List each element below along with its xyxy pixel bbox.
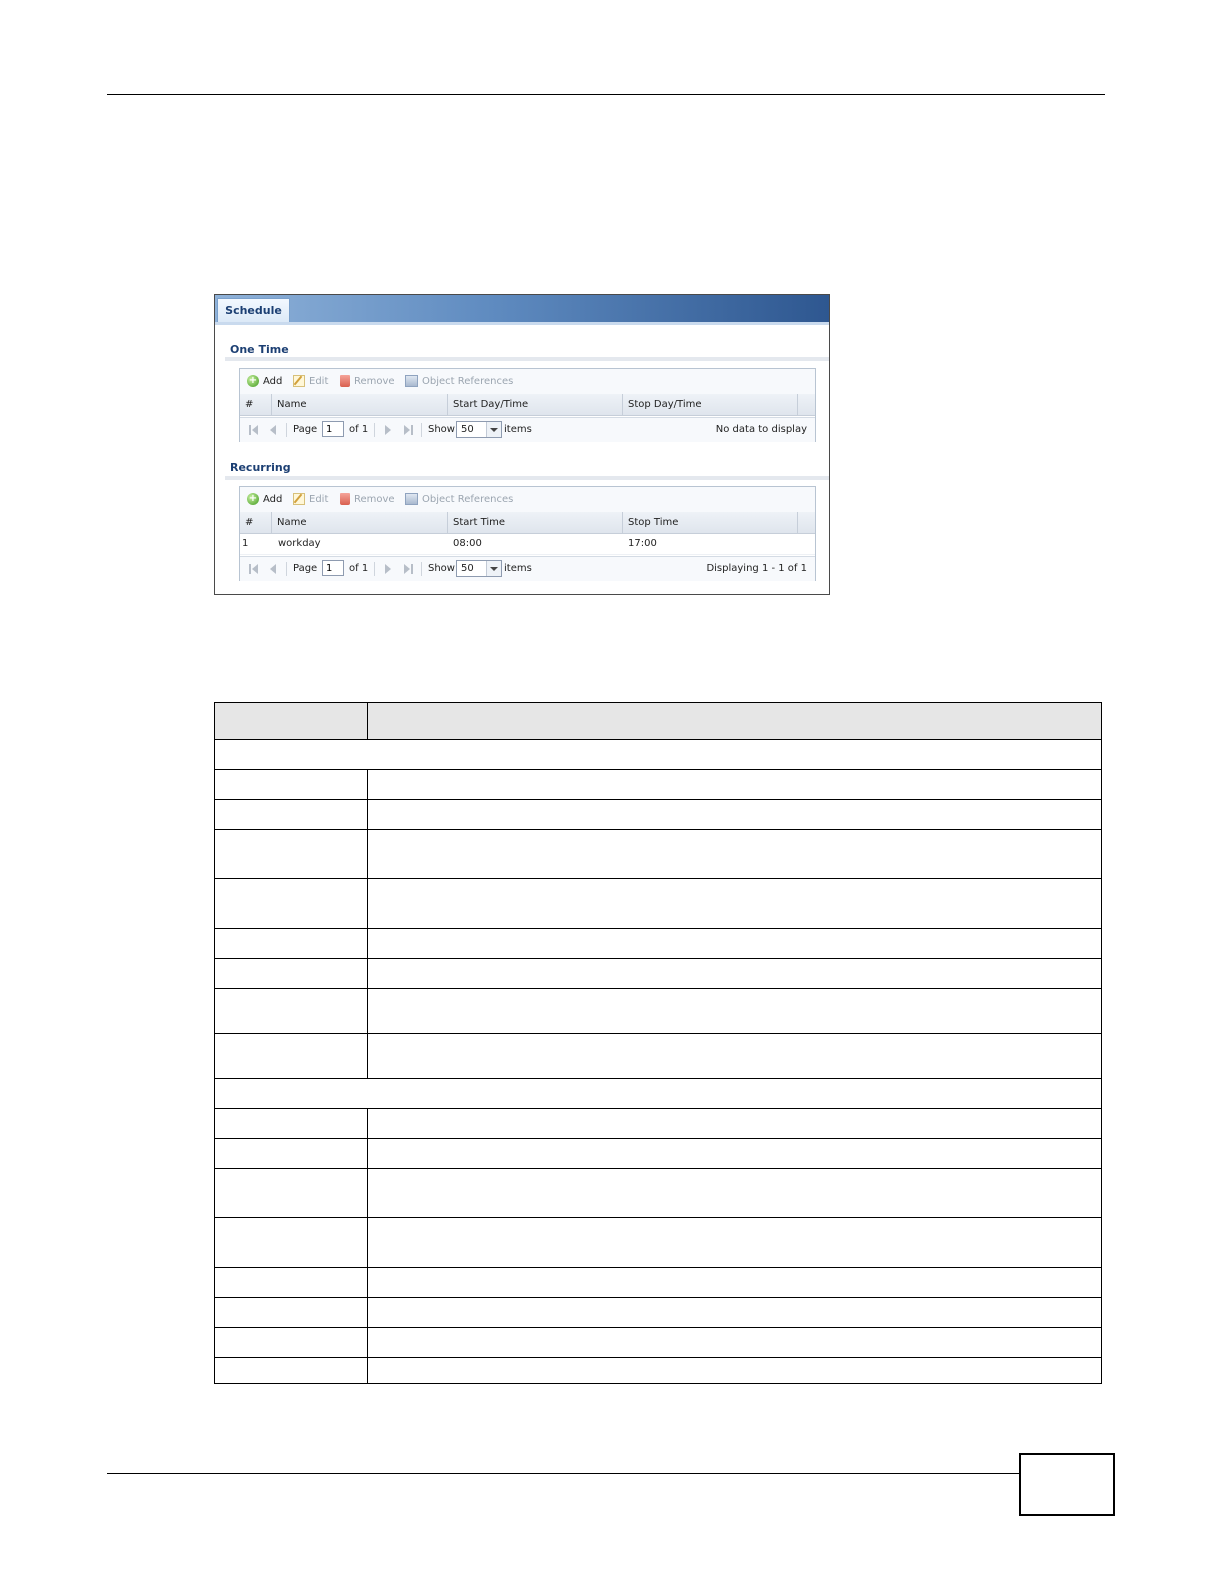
- one-time-toolbar: [240, 369, 815, 395]
- column-divider: [367, 929, 368, 958]
- page-number-input[interactable]: [322, 421, 344, 437]
- add-icon: +: [248, 493, 258, 504]
- recurring-table-header: [240, 512, 815, 534]
- previous-page-icon[interactable]: [270, 425, 276, 435]
- column-divider: [367, 770, 368, 799]
- trash-icon: [340, 375, 350, 387]
- column-divider: [367, 1139, 368, 1168]
- table-row: [215, 1268, 1101, 1298]
- table-header-row: [215, 703, 1101, 740]
- column-divider: [367, 830, 368, 878]
- section-divider: [225, 476, 829, 480]
- column-header-index[interactable]: #: [240, 394, 272, 415]
- edit-icon: [293, 493, 305, 505]
- table-row: [215, 1109, 1101, 1139]
- table-row: [215, 1139, 1101, 1169]
- table-row[interactable]: [240, 534, 815, 555]
- page-count-label: of 1: [349, 563, 369, 574]
- table-section-row: [215, 740, 1101, 770]
- column-divider: [367, 1109, 368, 1138]
- pager-status: Displaying 1 - 1 of 1: [706, 563, 807, 574]
- remove-label: Remove: [354, 375, 395, 387]
- remove-label: Remove: [354, 493, 395, 505]
- table-section-row: [215, 1079, 1101, 1109]
- table-row: [215, 1218, 1101, 1268]
- page-count-label: of 1: [349, 424, 369, 435]
- recurring-edit-button[interactable]: [293, 493, 328, 505]
- column-divider: [367, 879, 368, 928]
- chevron-down-icon: [486, 561, 501, 576]
- last-page-arrow-icon[interactable]: [404, 425, 410, 435]
- column-divider: [367, 1218, 368, 1267]
- chevron-down-icon: [486, 422, 501, 437]
- one-time-grid: [239, 368, 816, 442]
- object-references-label: Object References: [422, 493, 514, 505]
- edit-label: Edit: [309, 375, 329, 387]
- pager-separator: [286, 562, 287, 576]
- column-header-index[interactable]: #: [240, 512, 272, 533]
- column-header-name[interactable]: Name: [272, 512, 448, 533]
- recurring-add-button[interactable]: [247, 493, 282, 505]
- show-label: Show: [428, 424, 455, 435]
- table-row: [215, 1328, 1101, 1358]
- page-number-box: [1019, 1453, 1115, 1516]
- page-size-select[interactable]: [456, 560, 502, 577]
- last-page-arrow-icon[interactable]: [404, 564, 410, 574]
- first-page-arrow-icon[interactable]: [252, 425, 258, 435]
- column-divider: [367, 959, 368, 988]
- recurring-toolbar: [240, 487, 815, 513]
- table-row: [215, 879, 1101, 929]
- one-time-edit-button[interactable]: [293, 375, 328, 387]
- row-stop-time: 17:00: [628, 538, 657, 549]
- next-page-icon[interactable]: [385, 564, 391, 574]
- column-divider: [367, 989, 368, 1033]
- pager-status: No data to display: [715, 424, 807, 435]
- column-header-stop[interactable]: Stop Time: [623, 512, 798, 533]
- object-references-icon: [405, 375, 418, 387]
- row-start-time: 08:00: [453, 538, 482, 549]
- table-row: [215, 800, 1101, 830]
- recurring-remove-button[interactable]: [340, 493, 395, 505]
- pager-separator: [421, 562, 422, 576]
- column-divider: [367, 800, 368, 829]
- table-row: [215, 830, 1101, 879]
- add-label: Add: [263, 375, 283, 387]
- table-row: [215, 1034, 1101, 1079]
- row-name: workday: [278, 538, 321, 549]
- one-time-object-references-button[interactable]: [405, 375, 513, 387]
- column-divider: [367, 1328, 368, 1357]
- column-divider: [367, 1034, 368, 1078]
- pager-separator: [421, 423, 422, 437]
- object-references-label: Object References: [422, 375, 514, 387]
- schedule-screenshot-panel: [214, 294, 830, 595]
- column-header-start[interactable]: Start Day/Time: [448, 394, 623, 415]
- column-header-start[interactable]: Start Time: [448, 512, 623, 533]
- one-time-section-title: One Time: [230, 343, 289, 356]
- table-row: [215, 1358, 1101, 1383]
- add-label: Add: [263, 493, 283, 505]
- previous-page-icon[interactable]: [270, 564, 276, 574]
- page-label: Page: [293, 563, 318, 574]
- page-size-select[interactable]: [456, 421, 502, 438]
- field-description-table: [214, 702, 1102, 1384]
- object-references-icon: [405, 493, 418, 505]
- pager-separator: [374, 423, 375, 437]
- table-row: [215, 1169, 1101, 1218]
- table-row: [215, 1298, 1101, 1328]
- table-row: [215, 959, 1101, 989]
- page-number-input[interactable]: [322, 560, 344, 576]
- items-label: items: [504, 424, 532, 435]
- last-page-icon[interactable]: [411, 425, 413, 435]
- page-size-value: 50: [461, 424, 474, 435]
- column-header-stop[interactable]: Stop Day/Time: [623, 394, 798, 415]
- one-time-table-header: [240, 394, 815, 416]
- column-divider: [367, 1298, 368, 1327]
- items-label: items: [504, 563, 532, 574]
- first-page-icon[interactable]: [249, 425, 251, 435]
- next-page-icon[interactable]: [385, 425, 391, 435]
- table-row: [215, 989, 1101, 1034]
- page-label: Page: [293, 424, 318, 435]
- column-divider: [367, 703, 368, 739]
- first-page-arrow-icon[interactable]: [252, 564, 258, 574]
- table-row: [215, 770, 1101, 800]
- tab-bar: [215, 295, 829, 325]
- page-size-value: 50: [461, 563, 474, 574]
- one-time-add-button[interactable]: [247, 375, 282, 387]
- column-header-name[interactable]: Name: [272, 394, 448, 415]
- edit-icon: [293, 375, 305, 387]
- recurring-section-title: Recurring: [230, 461, 291, 474]
- pager-separator: [374, 562, 375, 576]
- row-index: 1: [242, 538, 249, 549]
- first-page-icon[interactable]: [249, 564, 251, 574]
- last-page-icon[interactable]: [411, 564, 413, 574]
- header-rule: [107, 94, 1105, 95]
- footer-rule: [107, 1473, 1019, 1474]
- one-time-remove-button[interactable]: [340, 375, 395, 387]
- one-time-pager: [240, 417, 815, 442]
- tab-schedule[interactable]: Schedule: [217, 298, 290, 322]
- add-icon: +: [248, 375, 258, 386]
- recurring-object-references-button[interactable]: [405, 493, 513, 505]
- show-label: Show: [428, 563, 455, 574]
- recurring-grid: [239, 486, 816, 581]
- table-row: [215, 929, 1101, 959]
- trash-icon: [340, 493, 350, 505]
- pager-separator: [286, 423, 287, 437]
- recurring-pager: [240, 556, 815, 581]
- column-divider: [367, 1268, 368, 1297]
- column-divider: [367, 1169, 368, 1217]
- edit-label: Edit: [309, 493, 329, 505]
- section-divider: [225, 357, 829, 361]
- column-divider: [367, 1358, 368, 1383]
